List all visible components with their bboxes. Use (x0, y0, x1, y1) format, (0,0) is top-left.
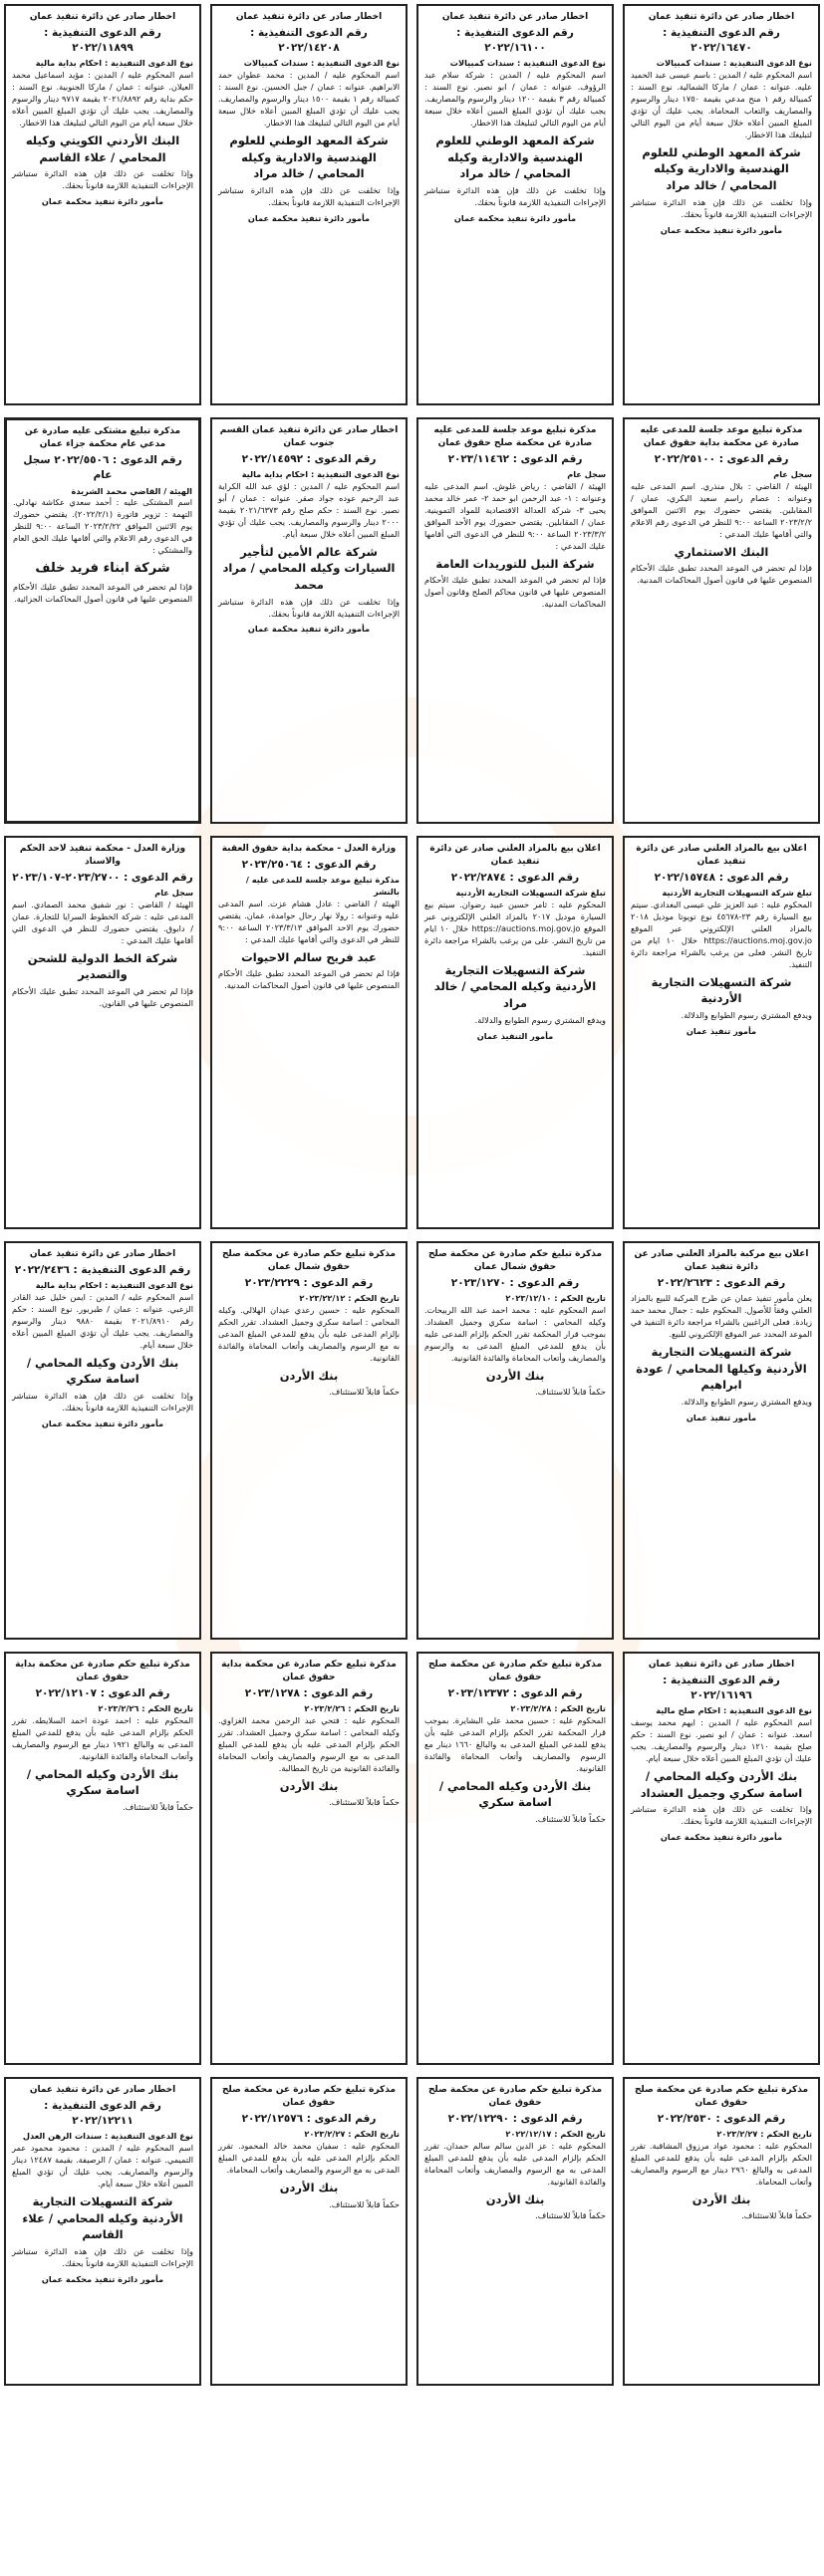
case-number: رقم الدعوى : ٢٠٢٢/١٢٥٧٦ (241, 2113, 377, 2126)
notice-closing: فإذا لم تحضر في الموعد المحدد تطبق عليك الأحكام المنصوص عليها في قانون أصول المحاكمات الجزائية. (13, 581, 192, 604)
notice-body: اسم المحكوم عليه / المدين : ايمن خليل عبد القادر الزعبي. عنوانه : عمان / طبربور. نوع السند : حكم رقم ٢٠٢١/٨٩١٠ بقيمة ٩٨٨٠ دينار والرسوم والمصاريف. يجب عليك أن تؤدي المبلغ المبين أعلاه خلال سبعة أيام. (12, 1292, 193, 1350)
case-type: نوع الدعوى التنفيذية : سندات كمبيالات (243, 58, 400, 69)
notice-title: اعلان بيع مركبة بالمزاد العلني صادر عن دائرة تنفيذ عمان (634, 1249, 809, 1273)
legal-notice (623, 4, 820, 405)
case-number: رقم الدعوى : ٢٠٢٣/٢٢٢٩ (244, 1277, 374, 1290)
plaintiff-name: بنك الأردن (485, 1368, 545, 1383)
notice-body: يعلن مأمور تنفيذ عمان عن طرح المركبة للبيع بالمزاد العلني وفقاً للأصول. المحكوم عليه : جمال محمد حمد زيادة. فعلى الراغبين بالشراء مراجعة دائرة التنفيذ في الموعد المحدد عبر الموقع الإلكتروني للبيع. (631, 1293, 812, 1339)
notice-title: مذكرة تبليغ حكم صادرة عن محكمة صلح حقوق عمان (221, 2085, 397, 2109)
notice-signature: مأمور دائرة تنفيذ محكمة عمان (41, 2273, 164, 2284)
notice-closing: وإذا تخلفت عن ذلك فإن هذه الدائرة ستباشر الإجراءات التنفيذية اللازمة قانوناً بحقك. (631, 196, 812, 219)
notice-signature: مأمور التنفيذ عمان (476, 1030, 554, 1041)
legal-notice (210, 1652, 408, 2065)
notice-body: المحكوم عليه : حسين محمد علي البشايرة. بموجب قرار المحكمة تقرر الحكم بإلزام المدعى عليه بأن يدفع للمدعي المبلغ المدعى به والبالغ ١٦٦٠ دينار مع الرسوم والمصاريف وأتعاب المحاماة والفائدة القانونية. (424, 1715, 606, 1773)
notice-body: اسم المحكوم عليه : محمد احمد عبد الله الربيحات. وكيله المحامي : اسامة سكري وجميل العشداد. بموجب قرار المحكمة تقرر الحكم بإلزام المدعى عليه بأن يدفع للمدعي المبلغ المدعى به والرسوم والمصاريف وأتعاب المحاماة والفائدة القانونية. (424, 1305, 606, 1363)
notice-closing: وإذا تخلفت عن ذلك فإن هذه الدائرة ستباشر الإجراءات التنفيذية اللازمة قانوناً بحقك. (218, 184, 400, 207)
notice-closing: وإذا تخلفت عن ذلك فإن هذه الدائرة ستباشر الإجراءات التنفيذية اللازمة قانوناً بحقك. (12, 2245, 193, 2268)
notice-title: اخطار صادر عن دائرة تنفيذ عمان (29, 1249, 176, 1259)
notice-body: اسم المشتكى عليه : أحمد سعدي عكاشة نهادلي. التهمة : تزوير فاتورة (٢٠٢٢/٢/١). يقتضي حضورك يوم الاثنين الموافق ٢٠٢٣/٢/٢٢ الساعة ٩:٠٠ للنظر في الدعوى رقم الاعلام والتي أقامها عليك الحق العام والمشتكي : (13, 497, 192, 555)
notice-closing: حكماً قابلاً للاستئناف. (329, 1797, 400, 1808)
case-number: رقم الدعوى : ٢٠٢٣/١١٤٦٢ (447, 453, 583, 466)
notice-signature: مأمور دائرة تنفيذ محكمة عمان (453, 212, 577, 223)
plaintiff-name: بنك الأردن وكيله المحامي / اسامة سكري (26, 1355, 179, 1387)
legal-notice (210, 2077, 408, 2386)
case-number: رقم الدعوى : ٢٠٢٣/٢٥٠٦٤ (241, 859, 377, 872)
notice-body: المحكوم عليه : محمود عواد مرزوق المشاقبة. تقرر الحكم بإلزام المدعى عليه بأن يدفع للمدعي المبلغ المدعى به والبالغ ٢٩٦٠ دينار مع الرسوم والمصاريف وأتعاب المحاماة. (631, 2141, 812, 2187)
case-type: سجل عام (154, 888, 193, 899)
plaintiff-name: شركة الخط الدولية للشحن والتصدير (27, 950, 178, 982)
case-type: تاريخ الحكم : ٢٠٢٣/٢/٢٦ (98, 1703, 193, 1714)
plaintiff-name: شركة التسهيلات التجارية الأردنية وكيلها المحامي / عودة ابراهيم (636, 1344, 807, 1393)
legal-notice (623, 1241, 820, 1640)
case-number: رقم الدعوى : ٢٠٢٢/٢٥١٠٠ (654, 453, 789, 466)
plaintiff-name: بنك الأردن (279, 1778, 339, 1793)
plaintiff-name: شركة التسهيلات التجارية الأردنية (651, 974, 792, 1006)
notice-closing: حكماً قابلاً للاستئناف. (535, 1814, 606, 1824)
notice-body: المحكوم عليه : عز الدين سالم سالم حمدان. تقرر الحكم بإلزام المدعى عليه بأن يدفع للمدعي المبلغ المدعى به مع الرسوم والمصاريف وأتعاب المحاماة والفائدة القانونية. (424, 2141, 606, 2187)
case-type: تاريخ الحكم : ٢٠٢٢/١٢/١٧ (505, 2129, 606, 2140)
plaintiff-name: بنك الأردن (691, 2191, 751, 2206)
notice-body: اسم المحكوم عليه / المدين : محمد عطوان حمد الابراهيم. عنوانه : عمان / جبل الحسين. نوع السند : كمبيالة رقم ١ بقيمة ١٥٠٠ دينار والرسوم والمصاريف. يجب عليك أن تؤدي المبلغ المبين أعلاه خلال سبعة أيام من اليوم التالي لتبليغك هذا الاخطار. (218, 70, 400, 128)
legal-notice (416, 1652, 614, 2065)
case-type: نوع الدعوى التنفيذية : سندات الرهن العدل (22, 2131, 193, 2142)
notice-closing: حكماً قابلاً للاستئناف. (741, 2210, 812, 2221)
notice-closing: وإذا تخلفت عن ذلك فإن هذه الدائرة ستباشر الإجراءات التنفيذية اللازمة قانوناً بحقك. (12, 168, 193, 191)
notice-closing: فإذا لم تحضر في الموعد المحدد تطبق عليك الأحكام المنصوص عليها في قانون محاكم الصلح وقانون أصول المحاكمات المدنية. (424, 575, 606, 609)
case-type: سجل عام (567, 469, 606, 480)
notice-title: مذكرة تبليغ حكم صادرة عن محكمة صلح حقوق شمال عمان (221, 1249, 397, 1273)
notice-signature: مأمور دائرة تنفيذ محكمة عمان (660, 224, 783, 235)
notice-closing: فإذا لم تحضر في الموعد المحدد تطبق عليك الأحكام المنصوص عليها في قانون أصول المحاكمات المدنية. (218, 968, 400, 991)
case-type: تاريخ الحكم : ٢٠٢٣/٢/٢٨ (510, 1703, 606, 1714)
legal-notice (416, 1241, 614, 1640)
notice-signature: مأمور دائرة تنفيذ محكمة عمان (41, 195, 164, 206)
case-type: تاريخ الحكم : ٢٠٢٣/٢/٢٦ (304, 1703, 400, 1714)
legal-notice (416, 836, 614, 1229)
case-type: تبلغ شركة التسهيلات التجارية الأردنية (455, 888, 606, 899)
notice-title: وزارة العدل - محكمة تنفيذ لاحد الحكم والاسناد (19, 844, 186, 868)
notice-title: مذكرة تبليغ حكم صادرة عن محكمة صلح حقوق شمال عمان (427, 1249, 603, 1273)
notice-body: المحكوم عليه : فتحي عبد الرحمن محمد الغزاوي. وكيله المحامي : اسامة سكري وجميل العشداد. تقرر الحكم بإلزام المدعى عليه بأن يدفع للمدعي المبلغ المدعى به مع الرسوم والمصاريف وأتعاب المحاماة والفائدة القانونية من تاريخ المطالبة. (218, 1715, 400, 1773)
notice-closing: ويدفع المشتري رسوم الطوابع والدلالة. (681, 1009, 812, 1020)
legal-notice (416, 4, 614, 405)
plaintiff-name: شركة عالم الأمين لتأجير السيارات وكيله المحامي / مراد محمد (222, 544, 396, 592)
notice-title: مذكرة تبليغ حكم صادرة عن محكمة صلح حقوق عمان (427, 1660, 603, 1683)
notice-title: اخطار صادر عن دائرة تنفيذ عمان (29, 12, 176, 22)
legal-notice (4, 1652, 201, 2065)
case-type: تاريخ الحكم : ٢٠٢٣/٢/٢٧ (716, 2129, 812, 2140)
case-type: تاريخ الحكم : ٢٠٢٣/٢٢/١٢ (299, 1293, 400, 1304)
notice-title: اخطار صادر عن دائرة تنفيذ عمان القسم جنوب عمان (219, 425, 399, 449)
case-type: الهيئة / القاضي محمد الشريدة (71, 485, 192, 496)
notice-body: الهيئة / القاضي : عادل هشام عزت. اسم المدعى عليه وعنوانه : رولا نهار رحال حوامدة، عمان. يقتضي حضورك يوم الاحد الموافق ٢٠٢٣/٣/١٣ الساعة ٩:٠٠ للنظر في الدعوى والتي أقامها عليك المدعي : (218, 899, 400, 944)
case-number: رقم الدعوى : ٢٠٢٢/١٤٥٩٢ (241, 453, 377, 466)
notice-signature: مأمور دائرة تنفيذ محكمة عمان (660, 1832, 783, 1843)
notice-closing: حكماً قابلاً للاستئناف. (535, 2210, 606, 2221)
case-type: نوع الدعوى التنفيذية : احكام بداية مالية (35, 58, 193, 69)
plaintiff-name: بنك الأردن وكيله المحامي / اسامة سكري (438, 1778, 592, 1810)
notice-closing: فإذا لم تحضر في الموعد المحدد تطبق عليك الأحكام المنصوص عليها في قانون أصول المحاكمات المدنية. (631, 563, 812, 586)
legal-notice (4, 4, 201, 405)
case-number: رقم الدعوى التنفيذية : ٢٠٢٢/٢٤٣٦ (14, 1264, 191, 1277)
case-type: تاريخ الحكم : ٢٠٢٣/٢/٢٧ (304, 2129, 400, 2140)
notice-body: اسم المحكوم عليه / المدين : ايهم محمد يوسف اسعد. عنوانه : عمان / ابو نصير. نوع السند : حكم صلح بقيمة ١٢١٠ دينار والرسوم والمصاريف. يجب عليك أن تؤدي المبلغ المبين أعلاه خلال سبعة أيام. (631, 1717, 812, 1764)
case-number: رقم الدعوى : ٢٠٢٣/٢٧٠٠-٢٠٢٣/١٠٧ (12, 872, 193, 885)
notice-signature: مأمور تنفيذ عمان (686, 1412, 757, 1422)
plaintiff-name: شركة المعهد الوطني للعلوم الهندسية والادارية وكيله المحامي / خالد مراد (229, 132, 389, 181)
case-type: نوع الدعوى التنفيذية : سندات كمبيالات (449, 58, 606, 69)
notice-body: المحكوم عليه : سفيان محمد خالد المحمود. تقرر الحكم بإلزام المدعى عليه بأن يدفع للمدعي المبلغ المدعى به مع الرسوم والمصاريف وأتعاب المحاماة. (218, 2141, 400, 2175)
notice-body: المحكوم عليه : عبد العزيز علي عيسى البغدادي. سيتم بيع السيارة رقم ٢٣-٤٥٦٧٨ نوع تويوتا موديل ٢٠١٨ بالمزاد العلني الإلكتروني عبر الموقع https://auctions.moj.gov.jo خلال ١٠ ايام من تاريخ النشر. فعلى من يرغب بالشراء مراجعة دائرة التنفيذ. (631, 900, 813, 969)
notice-body: اسم المحكوم عليه / المدين : محمود محمود عمر التميمي. عنوانه : عمان / الرصيفة. بقيمة ١٢٤٨٧ دينار والرسوم والمصاريف. يجب عليك أن تؤدي المبلغ المبين أعلاه خلال سبعة أيام. (12, 2143, 194, 2190)
notice-closing: وإذا تخلفت عن ذلك فإن هذه الدائرة ستباشر الإجراءات التنفيذية اللازمة قانوناً بحقك. (218, 596, 400, 619)
notice-closing: حكماً قابلاً للاستئناف. (329, 2198, 400, 2209)
legal-notice (4, 836, 201, 1229)
case-type: سجل عام (773, 469, 812, 480)
plaintiff-name: شركة النبل للتوريدات العامة (435, 556, 595, 571)
notice-title: اخطار صادر عن دائرة تنفيذ عمان (648, 1660, 795, 1670)
notice-closing: ويدفع المشتري رسوم الطوابع والدلالة. (474, 1014, 606, 1025)
notice-closing: حكماً قابلاً للاستئناف. (329, 1387, 400, 1398)
plaintiff-name: شركة التسهيلات التجارية الأردنية وكيله المحامي / خالد مراد (433, 962, 597, 1010)
case-number: رقم الدعوى التنفيذية : ٢٠٢٢/١٤٢٠٨ (250, 27, 368, 55)
notice-body: المحكوم عليه : احمد عودة احمد السلايطه. تقرر الحكم بإلزام المدعى عليه بأن يدفع للمدعي المبلغ المدعى به والبالغ ١٩٢١ دينار مع الرسوم والمصاريف وأتعاب المحاماة والفائدة القانونية. (12, 1715, 193, 1761)
notice-title: اخطار صادر عن دائرة تنفيذ عمان (441, 12, 589, 22)
case-number: رقم الدعوى : ٢٠٢٢/١٥٧٤٨ (654, 872, 789, 885)
notice-closing: حكماً قابلاً للاستئناف. (123, 1802, 193, 1813)
case-number: رقم الدعوى : ٢٠٢٣/١٢٧٠ (450, 1277, 580, 1290)
case-number: رقم الدعوى : ٢٠٢٢/١٢١٠٧ (35, 1687, 170, 1700)
plaintiff-name: البنك الأردني الكويتي وكيله المحامي / علاء القاسم (25, 132, 180, 164)
notice-title: مذكرة تبليغ موعد جلسة للمدعى عليه صادرة عن محكمة بداية حقوق عمان (640, 425, 803, 449)
notice-title: مذكرة تبليغ حكم صادرة عن محكمة صلح حقوق عمان (634, 2085, 809, 2109)
notice-title: مذكرة تبليغ حكم صادرة عن محكمة بداية حقوق عمان (15, 1660, 190, 1683)
legal-notice (416, 2077, 614, 2386)
case-type: تبلغ شركة التسهيلات التجارية الأردنية (662, 888, 812, 899)
case-number: رقم الدعوى التنفيذية : ٢٠٢٢/١١٨٩٩ (44, 27, 161, 55)
legal-notice (416, 417, 614, 824)
case-number: رقم الدعوى التنفيذية : ٢٠٢٢/١٦٤٧٠ (663, 27, 780, 55)
notice-title: مذكرة تبليغ موعد جلسة للمدعى عليه صادرة عن محكمة صلح حقوق عمان (433, 425, 597, 449)
notice-title: اخطار صادر عن دائرة تنفيذ عمان (29, 2085, 176, 2095)
notice-closing: ويدفع المشتري رسوم الطوابع والدلالة. (681, 1396, 812, 1407)
case-number: رقم الدعوى : ٢٠٢٢/٥٥٠٦ سجل عام (23, 454, 182, 482)
legal-notice (623, 2077, 820, 2386)
notice-body: اسم المحكوم عليه / المدين : مؤيد اسماعيل محمد العيلان. عنوانه : عمان / ماركا الجنوبية. نوع السند : حكم بداية رقم ٢٠٢١/٨٨٩٢ بقيمة ٩٧١٧ دينار والرسوم والمصاريف. يجب عليك أن تؤدي المبلغ المبين أعلاه خلال سبعة أيام من اليوم التالي لتبليغك هذا الاخطار. (12, 70, 193, 128)
plaintiff-name: شركة التسهيلات التجارية الأردنية وكيله المحامي / علاء القاسم (22, 2193, 183, 2242)
case-number: رقم الدعوى : ٢٠٢٣/١٢٣٧٢ (447, 1687, 583, 1700)
notice-closing: وإذا تخلفت عن ذلك فإن هذه الدائرة ستباشر الإجراءات التنفيذية اللازمة قانوناً بحقك. (631, 1804, 812, 1827)
legal-notice (623, 417, 820, 824)
plaintiff-name: شركة المعهد الوطني للعلوم الهندسية والادارية وكيله المحامي / خالد مراد (642, 144, 801, 193)
case-type: نوع الدعوى التنفيذية : احكام بداية مالية (35, 1280, 193, 1291)
case-type: نوع الدعوى التنفيذية : احكام بداية مالية (241, 469, 400, 480)
notice-body: المحكوم عليه : حسين رعدي عيدان الهلالي. وكيله المحامي : اسامة سكري وجميل العشداد. تقرر الحكم بإلزام المدعى عليه بأن يدفع للمدعي المبلغ المدعى به مع الرسوم والمصاريف وأتعاب المحاماة والفائدة القانونية. (218, 1305, 400, 1363)
case-number: رقم الدعوى : ٢٠٢٢/١٢٢٩٠ (447, 2113, 583, 2126)
legal-notice (4, 2077, 201, 2386)
plaintiff-name: بنك الأردن وكيله المحامي / اسامة سكري (26, 1766, 179, 1798)
legal-notices-grid (4, 2, 820, 2386)
legal-notice (4, 417, 201, 824)
case-number: رقم الدعوى التنفيذية : ٢٠٢٢/١٦١٠٠ (456, 27, 574, 55)
legal-notice (623, 836, 820, 1229)
notice-title: مذكرة تبليغ مشتكى عليه صادرة عن مدعي عام محكمة جزاء عمان (24, 426, 181, 450)
legal-notice (210, 836, 408, 1229)
case-number: رقم الدعوى : ٢٠٢٢/٢٥٣٠ (657, 2113, 786, 2126)
plaintiff-name: البنك الاستثماري (674, 544, 769, 559)
notice-body: اسم المحكوم عليه / المدين : باسم عيسى عبد الحميد عليه. عنوانه : عمان / ماركا الشمالية. نوع السند : كمبيالة رقم ١ منح مدعي بقيمة ١٧٥٠ دينار والرسوم والمصاريف والتعاب المحاماة. يجب عليك أن تؤدي المبلغ المبين أعلاه خلال سبعة أيام من اليوم التالي لتبليغك هذا الاخطار. (631, 70, 812, 139)
legal-notice (4, 1241, 201, 1640)
plaintiff-name: بنك الأردن (279, 2180, 339, 2194)
case-number: رقم الدعوى التنفيذية : ٢٠٢٢/١٢٢١١ (44, 2100, 161, 2128)
plaintiff-name: بنك الأردن (485, 2191, 545, 2206)
notice-closing: حكماً قابلاً للاستئناف. (535, 1387, 606, 1398)
notice-title: اخطار صادر عن دائرة تنفيذ عمان (648, 12, 795, 22)
notice-body: اسم المحكوم عليه / المدين : شركة سلام عبد الرؤوف. عنوانه : عمان / ابو نصير. نوع السند : كمبيالة رقم ٣ بقيمة ١٢٠٠ دينار والرسوم والمصاريف. يجب عليك أن تؤدي المبلغ المبين أعلاه خلال سبعة أيام من اليوم التالي لتبليغك هذا الاخطار. (424, 70, 606, 128)
notice-body: المحكوم عليه : ثامر حسين عبيد رضوان. سيتم بيع السيارة موديل ٢٠١٧ بالمزاد العلني الإلكتروني عبر الموقع https://auctions.moj.gov.jo خلال ١٠ ايام من تاريخ النشر. على من يرغب بالشراء مراجعة دائرة التنفيذ. (424, 900, 606, 957)
notice-signature: مأمور دائرة تنفيذ محكمة عمان (247, 624, 371, 635)
plaintiff-name: شركة ابناء فريد خلف (35, 560, 170, 576)
plaintiff-name: شركة المعهد الوطني للعلوم الهندسية والادارية وكيله المحامي / خالد مراد (435, 132, 595, 181)
notice-title: اعلان بيع بالمزاد العلني صادر عن دائرة تنفيذ عمان (636, 844, 807, 868)
notice-title: وزارة العدل - محكمة بداية حقوق العقبة (221, 844, 397, 854)
plaintiff-name: بنك الأردن (279, 1368, 339, 1383)
notice-closing: وإذا تخلفت عن ذلك فإن هذه الدائرة ستباشر الإجراءات التنفيذية اللازمة قانوناً بحقك. (424, 184, 606, 207)
case-type: نوع الدعوى التنفيذية : سندات كمبيالات (656, 58, 812, 69)
notice-body: الهيئة / القاضي : نور شفيق محمد الصمادي. اسم المدعى عليه : شركة الخطوط السرايا للتجارة. عمان / دابوق. يقتضي حضورك للنظر في الدعوى التي أقامها عليك المدعي : (12, 900, 193, 945)
case-number: رقم الدعوى : ٢٠٢٢/٢٦٢٣ (657, 1277, 786, 1290)
notice-body: اسم المحكوم عليه / المدين : لؤي عبد الله الكراية عبد الرحيم عوده جواد صقر. عنوانه : عمان / أبو نصير. نوع السند : حكم صلح رقم ٢٠٢١/٦٣٧٣ بقيمة ٢٠٠٠ دينار والرسوم والمصاريف. يجب عليك أن تؤدي المبلغ المبين أعلاه خلال سبعة أيام. (218, 481, 400, 539)
plaintiff-name: بنك الأردن وكيله المحامي / اسامة سكري وجميل العشداد (640, 1768, 803, 1800)
legal-notice (623, 1652, 820, 2065)
plaintiff-name: عبد فريح سالم الاحيوات (241, 949, 377, 964)
case-type: مذكرة تبليغ موعد جلسة للمدعى عليه / بالنشر (245, 875, 400, 898)
notice-signature: مأمور دائرة تنفيذ محكمة عمان (247, 212, 371, 223)
case-type: تاريخ الحكم : ٢٠٢٣/١٢/١٠ (505, 1293, 606, 1304)
notice-signature: مأمور دائرة تنفيذ محكمة عمان (41, 1417, 164, 1428)
notice-title: مذكرة تبليغ حكم صادرة عن محكمة صلح حقوق عمان (427, 2085, 603, 2109)
notice-body: الهيئة / القاضي : رياض غلوش. اسم المدعى عليه وعنوانه : ١- عبد الرحمن ابو حمد ٢- عمر خالد محمد يحيى ٣- شركة العدالة الاقتصادية للمواد التموينية. عمان / المقابلين. يقتضي حضورك يوم الأحد الموافق ٢٠٢٣/٣/٢ الساعة ٩:٠٠ للنظر في الدعوى التي أقامها عليك المدعي : (424, 481, 606, 551)
notice-closing: فإذا لم تحضر في الموعد المحدد تطبق عليك الأحكام المنصوص عليها في القانون. (12, 986, 193, 1008)
notice-body: الهيئة / القاضي : بلال منذري. اسم المدعى عليه وعنوانه : عصام راسم سعيد البكري، عمان / المقابلين. يقتضي حضورك يوم الاثنين الموافق ٢٠٢٣/٢/٢ الساعة ٩:٠٠ للنظر في الدعوى رقم الاعلام والتي أقامها عليك المدعي : (631, 481, 812, 539)
case-number: رقم الدعوى التنفيذية : ٢٠٢٢/١٦١٩٦ (663, 1674, 780, 1702)
legal-notice (210, 417, 408, 824)
case-type: نوع الدعوى التنفيذية : احكام صلح مالية (656, 1705, 812, 1716)
case-number: رقم الدعوى : ٢٠٢٢/٢٨٧٤ (450, 872, 580, 885)
notice-title: مذكرة تبليغ حكم صادرة عن محكمة بداية حقوق عمان (221, 1660, 397, 1683)
notice-title: اعلان بيع بالمزاد العلني صادر عن دائرة تنفيذ عمان (429, 844, 601, 868)
notice-closing: وإذا تخلفت عن ذلك فإن هذه الدائرة ستباشر الإجراءات التنفيذية اللازمة قانوناً بحقك. (12, 1390, 193, 1413)
notice-signature: مأمور تنفيذ عمان (686, 1025, 757, 1036)
notice-title: اخطار صادر عن دائرة تنفيذ عمان (235, 12, 383, 22)
legal-notice (210, 4, 408, 405)
legal-notice (210, 1241, 408, 1640)
case-number: رقم الدعوى : ٢٠٢٣/١٢٧٨ (244, 1687, 374, 1700)
